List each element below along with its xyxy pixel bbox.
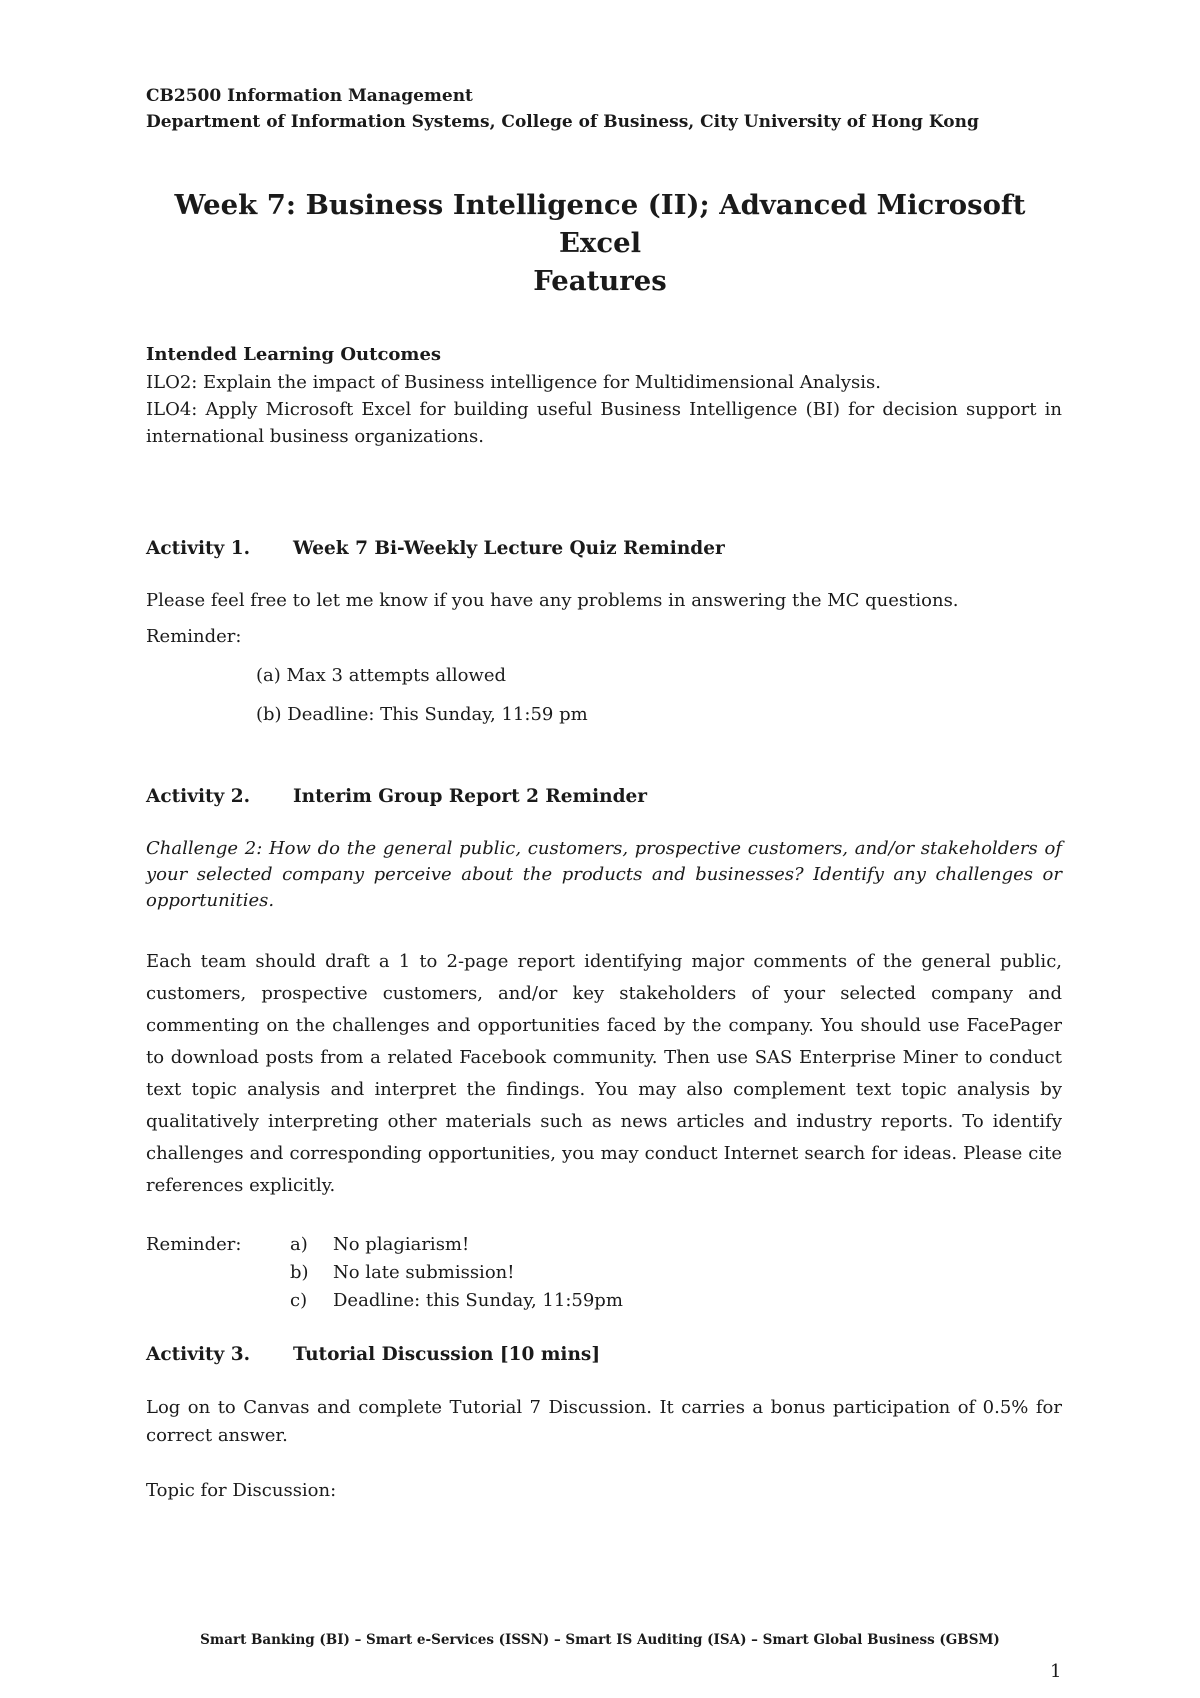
ilo-heading: Intended Learning Outcomes xyxy=(146,344,442,365)
activity3-title: Tutorial Discussion [10 mins] xyxy=(293,1344,601,1365)
activity1-reminder-label: Reminder: xyxy=(146,626,242,647)
activity3-heading xyxy=(146,1344,600,1365)
page-number: 1 xyxy=(1050,1661,1062,1682)
department-line: Department of Information Systems, College of Business, City University of Hong Kong xyxy=(146,112,979,132)
activity2-reminder-item: b) No late submission! xyxy=(290,1262,515,1283)
course-title: CB2500 Information Management xyxy=(146,86,473,106)
activity1-text: Please feel free to let me know if you have any problems in answering the MC questions. xyxy=(146,590,959,611)
activity1-heading xyxy=(146,538,725,559)
activity1-title: Week 7 Bi-Weekly Lecture Quiz Reminder xyxy=(293,538,725,559)
activity2-heading xyxy=(146,786,647,807)
activity1-reminder-item: (b) Deadline: This Sunday, 11:59 pm xyxy=(256,704,588,725)
activity1-number: Activity 1. xyxy=(146,538,251,559)
activity2-title: Interim Group Report 2 Reminder xyxy=(293,786,648,807)
ilo4-text: ILO4: Apply Microsoft Excel for building useful Business Intelligence (BI) for decision support in international business organizations. xyxy=(146,399,1062,447)
page-title xyxy=(146,186,1054,300)
activity3-text: Log on to Canvas and complete Tutorial 7 Discussion. It carries a bonus participation of 0.5% for correct answer. xyxy=(146,1397,1062,1446)
challenge-text: Challenge 2: How do the general public, customers, prospective customers, and/or stakeholders of your selected company perceive about the products and businesses? Identify any challenges or opportunities. xyxy=(146,838,1062,911)
activity2-reminder-label: Reminder: xyxy=(146,1234,242,1255)
activity1-reminder-item: (a) Max 3 attempts allowed xyxy=(256,665,507,686)
page-footer: Smart Banking (BI) – Smart e-Services (ISSN) – Smart IS Auditing (ISA) – Smart Global Business (GBSM) xyxy=(200,1632,1000,1648)
title-line-2: Features xyxy=(533,265,667,297)
activity2-reminder-item: a) No plagiarism! xyxy=(290,1234,470,1255)
ilo2-text: ILO2: Explain the impact of Business intelligence for Multidimensional Analysis. xyxy=(146,372,881,393)
activity3-number: Activity 3. xyxy=(146,1344,251,1365)
activity2-number: Activity 2. xyxy=(146,786,251,807)
report-instructions: Each team should draft a 1 to 2-page report identifying major comments of the general public, customers, prospective customers, and/or key stakeholders of your selected company and commenting on the challenges and opportunities faced by the company. You should use FacePager to download posts from a related Facebook community. Then use SAS Enterprise Miner to conduct text topic analysis and interpret the findings. You may also complement text topic analysis by qualitatively interpreting other materials such as news articles and industry reports. To identify challenges and corresponding opportunities, you may conduct Internet search for ideas. Please cite references explicitly. xyxy=(146,951,1062,1196)
activity2-reminder-item: c) Deadline: this Sunday, 11:59pm xyxy=(290,1290,623,1311)
topic-label: Topic for Discussion: xyxy=(146,1480,337,1501)
title-line-1: Week 7: Business Intelligence (II); Advanced Microsoft Excel xyxy=(174,189,1026,259)
